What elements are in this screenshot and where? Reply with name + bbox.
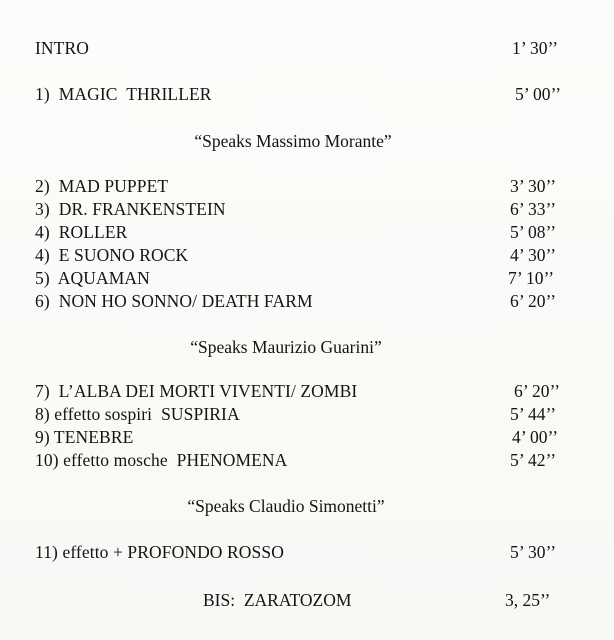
track-6-time: 6’ 20’’ bbox=[510, 291, 557, 311]
speaks-heading-1: “Speaks Massimo Morante” bbox=[194, 131, 392, 151]
track-10-time: 5’ 42’’ bbox=[510, 450, 557, 470]
track-9-title: 9) TENEBRE bbox=[35, 427, 134, 447]
track-11-title: 11) effetto + PROFONDO ROSSO bbox=[35, 542, 284, 562]
track-4b-time: 4’ 30’’ bbox=[510, 245, 557, 265]
track-3-title: 3) DR. FRANKENSTEIN bbox=[35, 199, 226, 219]
track-1-title: 1) MAGIC THRILLER bbox=[35, 84, 212, 104]
speaks-heading-2: “Speaks Maurizio Guarini” bbox=[190, 337, 382, 357]
intro-title: INTRO bbox=[35, 38, 89, 58]
track-7-time: 6’ 20’’ bbox=[514, 381, 561, 401]
track-11-time: 5’ 30’’ bbox=[510, 542, 557, 562]
track-4-title: 4) ROLLER bbox=[35, 222, 128, 242]
track-4b-title: 4) E SUONO ROCK bbox=[35, 245, 189, 265]
track-8-time: 5’ 44’’ bbox=[510, 404, 557, 424]
track-7-title: 7) L’ALBA DEI MORTI VIVENTI/ ZOMBI bbox=[35, 381, 358, 401]
track-10-title: 10) effetto mosche PHENOMENA bbox=[35, 450, 288, 470]
track-5-title: 5) AQUAMAN bbox=[35, 268, 150, 288]
intro-time: 1’ 30’’ bbox=[512, 38, 559, 58]
track-8-title: 8) effetto sospiri SUSPIRIA bbox=[35, 404, 240, 424]
track-4-time: 5’ 08’’ bbox=[510, 222, 557, 242]
speaks-heading-3: “Speaks Claudio Simonetti” bbox=[187, 496, 385, 516]
track-2-title: 2) MAD PUPPET bbox=[35, 176, 169, 196]
track-1-time: 5’ 00’’ bbox=[515, 84, 562, 104]
track-5-time: 7’ 10’’ bbox=[508, 268, 555, 288]
track-2-time: 3’ 30’’ bbox=[510, 176, 557, 196]
encore-title: BIS: ZARATOZOM bbox=[203, 590, 352, 610]
encore-time: 3, 25’’ bbox=[505, 590, 551, 610]
track-3-time: 6’ 33’’ bbox=[510, 199, 557, 219]
track-6-title: 6) NON HO SONNO/ DEATH FARM bbox=[35, 291, 313, 311]
track-9-time: 4’ 00’’ bbox=[512, 427, 559, 447]
